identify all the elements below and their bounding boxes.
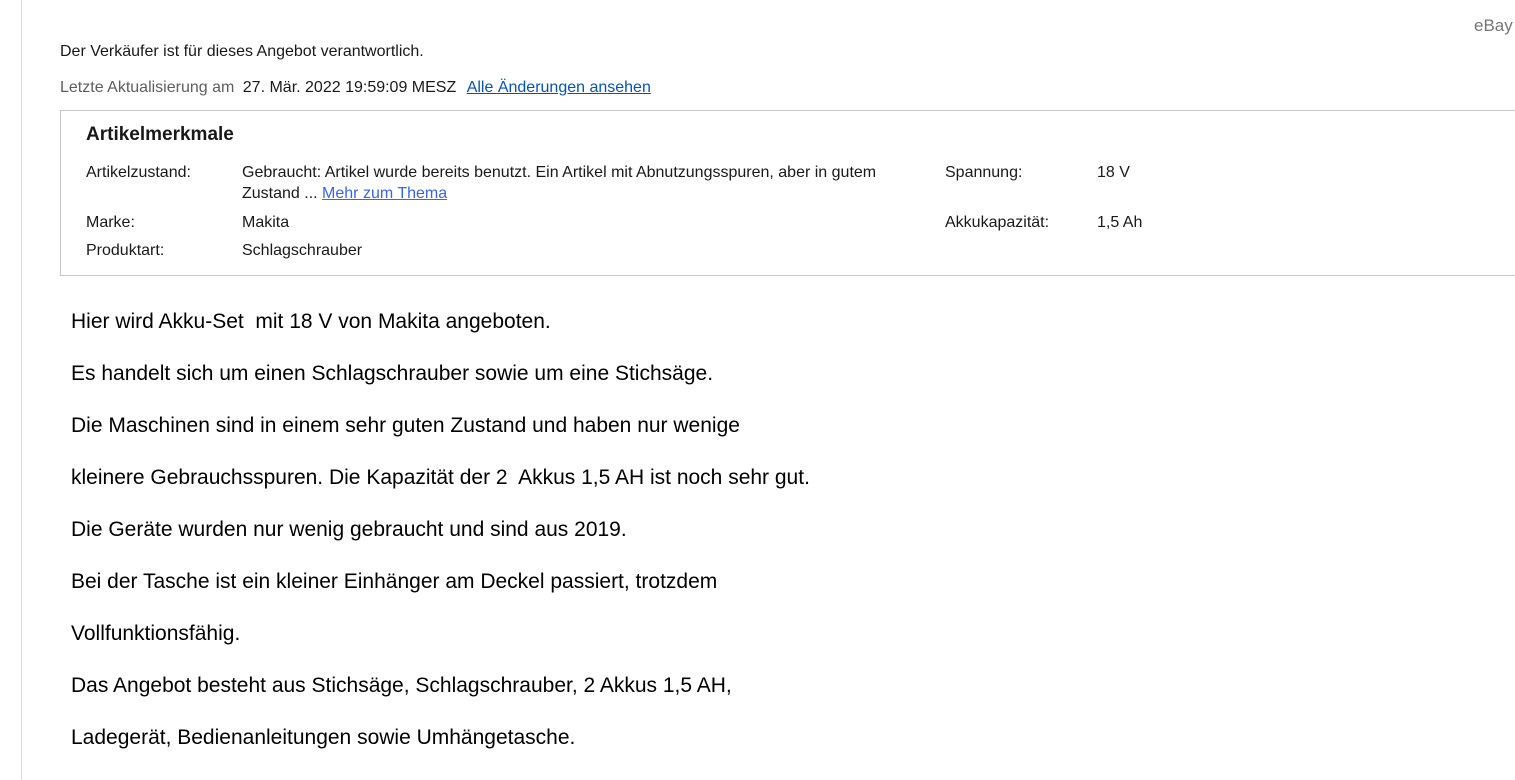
product-type-value: Schlagschrauber <box>242 242 363 259</box>
condition-label: Artikelzustand: <box>86 164 191 181</box>
capacity-label: Akkukapazität: <box>945 214 1050 231</box>
last-update-label: Letzte Aktualisierung am <box>60 79 235 96</box>
item-specifics-box <box>60 110 1515 276</box>
capacity-value: 1,5 Ah <box>1097 214 1143 231</box>
description-line: Ladegerät, Bedienanleitungen sowie Umhängetasche. <box>71 726 576 749</box>
description-line: Hier wird Akku-Set mit 18 V von Makita angeboten. <box>71 310 551 333</box>
description-line: Es handelt sich um einen Schlagschrauber sowie um eine Stichsäge. <box>71 362 714 385</box>
brand-label: Marke: <box>86 214 135 231</box>
all-changes-link[interactable]: Alle Änderungen ansehen <box>466 79 651 96</box>
voltage-value: 18 V <box>1097 164 1130 181</box>
brand-value: Makita <box>242 214 290 231</box>
voltage-label: Spannung: <box>945 164 1023 181</box>
left-divider <box>21 0 22 780</box>
condition-more-link[interactable]: Mehr zum Thema <box>322 185 448 202</box>
description-line: Die Geräte wurden nur wenig gebraucht und sind aus 2019. <box>71 518 627 541</box>
description-line: Die Maschinen sind in einem sehr guten Zustand und haben nur wenige <box>71 414 740 437</box>
last-update-date: 27. Mär. 2022 19:59:09 MESZ <box>242 79 457 96</box>
product-type-label: Produktart: <box>86 242 165 259</box>
seller-responsibility-note: Der Verkäufer ist für dieses Angebot verantwortlich. <box>60 43 424 60</box>
item-specifics-title: Artikelmerkmale <box>86 124 234 145</box>
last-update-line <box>60 79 651 97</box>
description-line: Bei der Tasche ist ein kleiner Einhänger am Deckel passiert, trotzdem <box>71 570 718 593</box>
condition-value <box>242 162 922 204</box>
condition-text: Gebraucht: Artikel wurde bereits benutzt. Ein Artikel mit Abnutzungsspuren, aber in gutem Zustand ... <box>242 164 877 202</box>
description-line: Das Angebot besteht aus Stichsäge, Schlagschrauber, 2 Akkus 1,5 AH, <box>71 674 732 697</box>
description-line: kleinere Gebrauchsspuren. Die Kapazität der 2 Akkus 1,5 AH ist noch sehr gut. <box>71 466 810 489</box>
ebay-brand-label: eBay <box>1474 16 1513 35</box>
description-line: Vollfunktionsfähig. <box>71 622 241 645</box>
